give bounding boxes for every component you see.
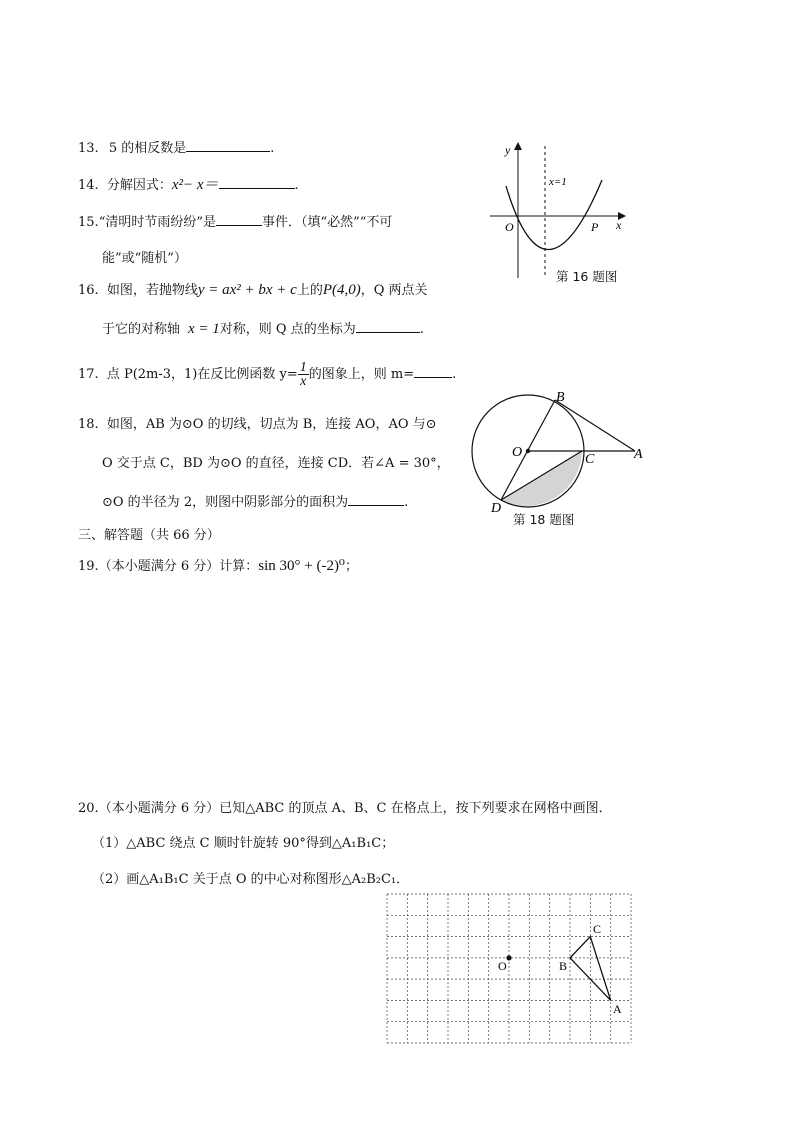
q17-number: 17.: [78, 367, 99, 382]
q14-number: 14.: [78, 178, 99, 193]
q18-text-a: 如图，AB 为⊙O 的切线，切点为 B，连接 AO，AO 与⊙: [106, 417, 437, 432]
q15-text-b: 事件．（填“必然”“不可: [261, 215, 393, 230]
q17: [78, 358, 456, 392]
label-d: D: [491, 501, 502, 516]
origin-label: O: [505, 220, 514, 234]
q15-answer-blank[interactable]: [216, 213, 262, 226]
q16-answer-blank[interactable]: [356, 320, 420, 333]
grid-label-b: B: [559, 959, 568, 973]
q20-step2: （2）画△A₁B₁C 关于点 O 的中心对称图形△A₂B₂C₁．: [92, 872, 410, 887]
q16-text-a: 如图，若抛物线: [106, 283, 198, 298]
tangent-ab: [555, 400, 635, 451]
q14-end: .: [294, 178, 299, 193]
q18-end: .: [404, 495, 409, 510]
q16-end: .: [419, 322, 424, 337]
q19: [78, 557, 358, 576]
x-axis-label: x: [616, 218, 622, 232]
q16-parabola-eq: y = ax² + bx + c: [197, 282, 297, 298]
grid-lines: [387, 894, 631, 1043]
label-c: C: [585, 452, 595, 467]
y-axis-arrow: [514, 142, 522, 150]
q17-frac-denominator: x: [300, 374, 307, 389]
q16-point-p: P(4,0): [322, 282, 361, 298]
q14-answer-blank[interactable]: [219, 176, 295, 189]
label-o: O: [512, 445, 523, 460]
center-dot: [526, 449, 530, 453]
q18-text-b: O 交于点 C，BD 为⊙O 的直径，连接 CD．若∠A = 30°，: [102, 456, 450, 471]
q18-answer-blank[interactable]: [348, 493, 404, 506]
q15-line2: [102, 250, 187, 268]
grid-label-c: C: [593, 922, 602, 936]
q17-text-b: 的图象上，则 m=: [308, 367, 415, 382]
q14: [78, 176, 299, 195]
q18-line1: [78, 416, 437, 434]
q13-end: .: [270, 141, 275, 156]
q20-text: （本小题满分 6 分）已知△ABC 的顶点 A、B、C 在格点上，按下列要求在网格中画图．: [98, 801, 612, 816]
section-heading: 三、解答题（共 66 分）: [78, 528, 220, 543]
q20-step1: （1）△ABC 绕点 C 顺时针旋转 90°得到△A₁B₁C；: [92, 836, 395, 851]
q17-fraction: [298, 361, 309, 388]
q18-text-c: ⊙O 的半径为 2，则图中阴影部分的面积为: [102, 495, 349, 510]
y-axis-label: y: [505, 143, 511, 157]
point-p-label: P: [591, 220, 599, 234]
grid-label-o: O: [498, 959, 507, 973]
q15-number: 15.: [78, 215, 99, 230]
q18-line3: [102, 493, 408, 512]
q17-answer-blank[interactable]: [414, 365, 452, 378]
q18-number: 18.: [78, 417, 99, 432]
label-a: A: [634, 447, 643, 462]
grid-figure[interactable]: [386, 893, 633, 1045]
q16-text-b: 上的: [296, 283, 323, 298]
q17-frac-numerator: 1: [299, 360, 307, 375]
figure-18-circle: [470, 388, 646, 516]
q15-text-c: 能”或“随机”）: [102, 251, 187, 266]
q15-text-a: “清明时节雨纷纷”是: [98, 215, 216, 230]
q14-math: x²− x＝: [171, 177, 219, 193]
q16-line2: [102, 320, 424, 339]
figure-18-caption: 第 18 题图: [513, 512, 575, 527]
q16-line1: [78, 281, 428, 300]
figure-16-caption: 第 16 题图: [556, 269, 618, 284]
q14-prefix: 分解因式：: [106, 178, 172, 193]
q19-end: ；: [344, 559, 358, 574]
q17-text-a: 点 P(2m-3，1)在反比例函数 y=: [106, 367, 298, 382]
point-o: [506, 955, 511, 960]
q13-number: 13.: [78, 141, 99, 156]
q16-text-c: ，Q 两点关: [360, 283, 428, 298]
q13-answer-blank[interactable]: [186, 139, 270, 152]
q19-text: （本小题满分 6 分）计算：: [98, 559, 259, 574]
parabola-curve: [506, 180, 602, 250]
q19-number: 19.: [78, 559, 99, 574]
q16-text-e: 对称，则 Q 点的坐标为: [219, 322, 356, 337]
q20-number: 20.: [78, 801, 99, 816]
q19-expression: sin 30° + (-2)⁰: [258, 558, 345, 574]
q17-end: .: [452, 367, 457, 382]
q18-line2: [102, 455, 450, 473]
grid-label-a: A: [613, 1002, 622, 1016]
symmetry-axis-label: x=1: [549, 176, 567, 188]
label-b: B: [556, 390, 565, 405]
q16-number: 16.: [78, 283, 99, 298]
q13: [78, 139, 274, 158]
q13-text: 5 的相反数是: [108, 141, 187, 156]
q16-text-d: 于它的对称轴: [102, 322, 181, 337]
q15-line1: [78, 213, 392, 232]
q20: [78, 800, 612, 818]
q16-axis-eq: x = 1: [188, 321, 220, 337]
